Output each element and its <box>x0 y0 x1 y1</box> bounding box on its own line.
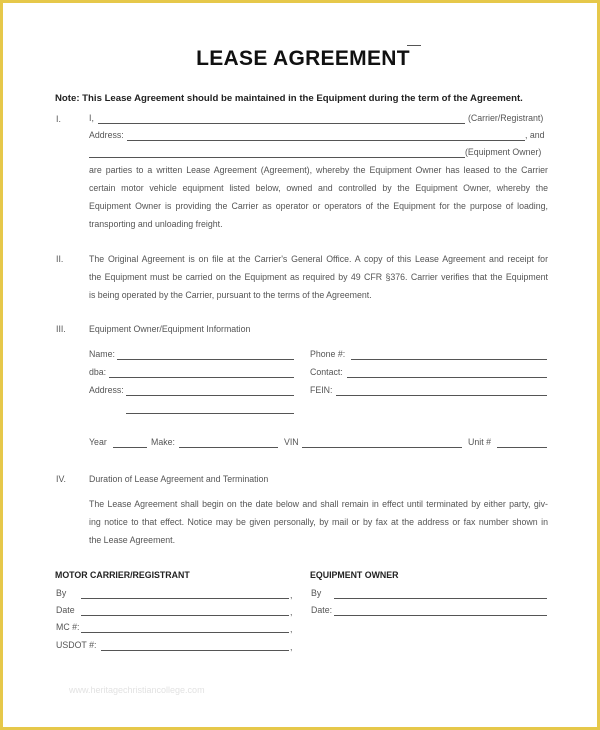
document-title: LEASE AGREEMENT <box>196 47 410 70</box>
section-4-number: IV. <box>56 474 66 484</box>
carrier-by-comma: , <box>290 590 293 600</box>
dba-line[interactable] <box>109 377 294 378</box>
section-2-number: II. <box>56 254 64 264</box>
phone-line[interactable] <box>351 359 547 360</box>
owner-address-line[interactable] <box>126 395 294 396</box>
year-line[interactable] <box>113 447 147 448</box>
section-4-text-line: The Lease Agreement shall begin on the date below and shall remain in effect until terminated by either party, giv- <box>89 499 548 509</box>
carrier-date-label: Date <box>56 605 75 615</box>
section-1-text-line: are parties to a written Lease Agreement (Agreement), whereby the Equipment Owner has leased to the Carrier <box>89 165 548 175</box>
section-4-text-line: the Lease Agreement. <box>89 535 176 545</box>
dba-label: dba: <box>89 367 107 377</box>
vin-label: VIN <box>284 437 299 447</box>
note-text: Note: This Lease Agreement should be maintained in the Equipment during the term of the Agreement. <box>55 93 523 104</box>
watermark-text: www.heritagechristiancollege.com <box>69 685 205 695</box>
carrier-by-label: By <box>56 588 67 598</box>
section-2-text-line: the Equipment must be carried on the Equipment as required by 49 CFR §376. Carrier verifies that the Equipment <box>89 272 548 282</box>
section-2-text-line: is being operated by the Carrier, pursuant to the terms of the Agreement. <box>89 290 372 300</box>
year-label: Year <box>89 437 107 447</box>
usdot-line[interactable] <box>101 650 289 651</box>
owner-address-line-2[interactable] <box>126 413 294 414</box>
fein-label: FEIN: <box>310 385 333 395</box>
mc-line[interactable] <box>81 632 289 633</box>
section-2-text-line: The Original Agreement is on file at the Carrier's General Office. A copy of this Lease Agreement and receipt for <box>89 254 548 264</box>
carrier-signature-heading: MOTOR CARRIER/REGISTRANT <box>55 570 190 580</box>
equipment-owner-line[interactable] <box>89 157 465 158</box>
fein-line[interactable] <box>336 395 547 396</box>
address-label: Address: <box>89 130 124 140</box>
make-label: Make: <box>151 437 175 447</box>
owner-name-line[interactable] <box>117 359 294 360</box>
phone-label: Phone #: <box>310 349 346 359</box>
section-1-text-line: Equipment Owner is providing the Carrier as operator or operators of the Equipment for the purpose of loading, <box>89 201 548 211</box>
section-1-text-line: certain motor vehicle equipment listed below, owned and controlled by the Equipment Owner, whereby the <box>89 183 548 193</box>
make-line[interactable] <box>179 447 278 448</box>
contact-line[interactable] <box>347 377 547 378</box>
i-label: I, <box>89 113 94 123</box>
carrier-date-comma: , <box>290 607 293 617</box>
section-1-number: I. <box>56 114 61 124</box>
owner-address-label: Address: <box>89 385 124 395</box>
section-3-number: III. <box>56 324 66 334</box>
title-corner-mark <box>407 45 421 46</box>
carrier-by-line[interactable] <box>81 598 289 599</box>
mc-comma: , <box>290 624 293 634</box>
owner-signature-heading: EQUIPMENT OWNER <box>310 570 399 580</box>
usdot-comma: , <box>290 642 293 652</box>
carrier-registrant-label: (Carrier/Registrant) <box>468 113 544 123</box>
unit-line[interactable] <box>497 447 547 448</box>
mc-label: MC #: <box>56 622 80 632</box>
section-4-heading: Duration of Lease Agreement and Termination <box>89 474 269 484</box>
owner-name-label: Name: <box>89 349 115 359</box>
carrier-name-line[interactable] <box>98 123 465 124</box>
section-1-text-line: transporting and unloading freight. <box>89 219 223 229</box>
address-line[interactable] <box>127 140 525 141</box>
owner-date-label: Date: <box>311 605 333 615</box>
unit-label: Unit # <box>468 437 491 447</box>
owner-by-label: By <box>311 588 322 598</box>
owner-by-line[interactable] <box>334 598 547 599</box>
section-3-heading: Equipment Owner/Equipment Information <box>89 324 251 334</box>
vin-line[interactable] <box>302 447 462 448</box>
section-4-text-line: ing notice to that effect. Notice may be given personally, by mail or by fax at the address or fax number shown in <box>89 517 548 527</box>
and-text: , and <box>525 130 545 140</box>
usdot-label: USDOT #: <box>56 640 97 650</box>
owner-date-line[interactable] <box>334 615 547 616</box>
carrier-date-line[interactable] <box>81 615 289 616</box>
equipment-owner-label: (Equipment Owner) <box>465 147 542 157</box>
contact-label: Contact: <box>310 367 343 377</box>
